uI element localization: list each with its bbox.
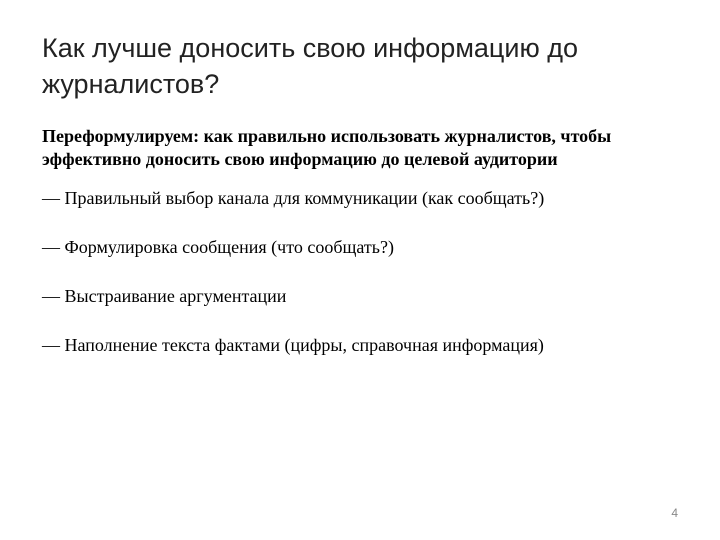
intro-paragraph: Переформулируем: как правильно использовать журналистов, чтобы эффективно доносить свою информацию до целевой аудитории [42,126,612,169]
page-number: 4 [671,506,678,520]
bullet-item-message: — Формулировка сообщения (что сообщать?) [42,237,394,257]
bullet-item-channel: — Правильный выбор канала для коммуникации (как сообщать?) [42,188,545,208]
slide-content [42,125,682,383]
bullet-item-argumentation: — Выстраивание аргументации [42,286,287,306]
bullet-list [42,187,682,357]
bullet-item-facts: — Наполнение текста фактами (цифры, справочная информация) [42,335,544,355]
slide-title: Как лучше доносить свою информацию до журналистов? [42,33,578,99]
